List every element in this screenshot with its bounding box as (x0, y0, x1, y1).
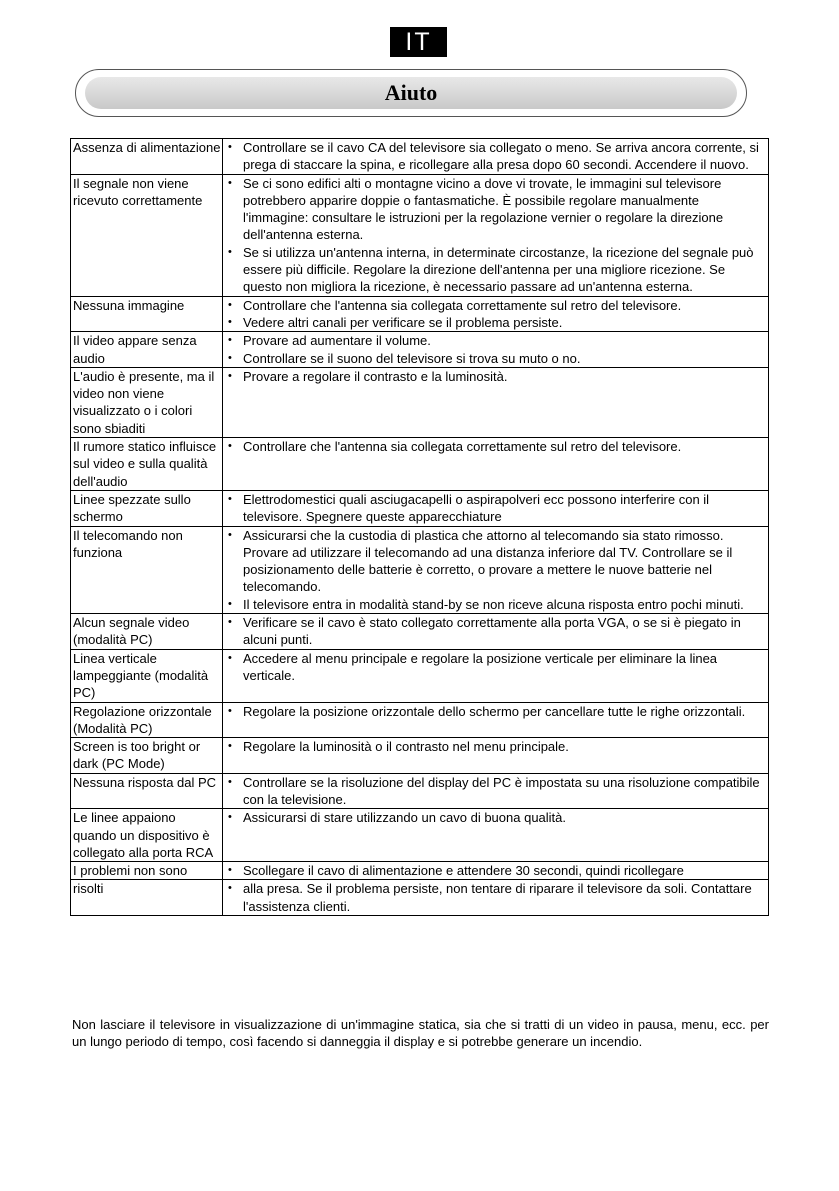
list-item: • Controllare se la risoluzione del display del PC è impostata su una risoluzione compatibile con la televisione. (223, 774, 768, 809)
list-item: • Se si utilizza un'antenna interna, in determinate circostanze, la ricezione del segnale può essere più difficile. Regolare la direzione dell'antenna per una migliore ricezione. Se questo non migliora la ricezione, è necessario passare ad un'antenna esterna. (223, 244, 768, 296)
list-item: • Controllare se il suono del televisore si trova su muto o no. (223, 350, 768, 367)
list-item: • Regolare la luminosità o il contrasto nel menu principale. (223, 738, 768, 755)
problem-cell: Regolazione orizzontale (Modalità PC) (71, 702, 223, 738)
solution-cell (223, 738, 769, 774)
solution-cell (223, 649, 769, 702)
table-row (71, 773, 769, 809)
list-item: • Provare ad aumentare il volume. (223, 332, 768, 349)
list-item: • Assicurarsi che la custodia di plastica che attorno al telecomando sia stato rimosso. Provare ad utilizzare il telecomando ad una distanza inferiore dal TV. Controllare se il posizionamento delle batterie è corretto, o provare a mettere le nuove batterie nel telecomando. (223, 527, 768, 596)
solution-list (223, 139, 768, 174)
table-row (71, 296, 769, 332)
table-row (71, 809, 769, 862)
list-item: • Regolare la posizione orizzontale dello schermo per cancellare tutte le righe orizzontali. (223, 703, 768, 720)
solution-cell (223, 880, 769, 916)
solution-list (223, 527, 768, 613)
table-row (71, 526, 769, 613)
solution-list (223, 614, 768, 649)
solution-cell (223, 809, 769, 862)
list-item: • Accedere al menu principale e regolare la posizione verticale per eliminare la linea verticale. (223, 650, 768, 685)
problem-cell: L'audio è presente, ma il video non viene visualizzato o i colori sono sbiaditi (71, 367, 223, 437)
solution-list (223, 862, 768, 879)
solution-cell (223, 332, 769, 368)
solution-list (223, 491, 768, 526)
table-row (71, 367, 769, 437)
solution-list (223, 368, 768, 385)
problem-cell: Il telecomando non funziona (71, 526, 223, 613)
table-row (71, 332, 769, 368)
problem-cell: Il video appare senza audio (71, 332, 223, 368)
list-item: • Controllare che l'antenna sia collegata correttamente sul retro del televisore. (223, 438, 768, 455)
table-row (71, 438, 769, 491)
table-row (71, 738, 769, 774)
table-row (71, 490, 769, 526)
table-row (71, 174, 769, 296)
troubleshooting-table (70, 138, 769, 916)
footer-note: Non lasciare il televisore in visualizzazione di un'immagine statica, sia che si tratti di un video in pausa, menu, ecc. per un lungo periodo di tempo, così facendo si danneggia il display e si potrebbe generare un incendio. (72, 1017, 769, 1050)
title-bar (85, 77, 737, 109)
problem-cell: risolti (71, 880, 223, 916)
list-item: • Elettrodomestici quali asciugacapelli o aspirapolveri ecc possono interferire con il televisore. Spegnere queste apparecchiature (223, 491, 768, 526)
problem-cell: Alcun segnale video (modalità PC) (71, 614, 223, 650)
problem-cell: Il segnale non viene ricevuto correttamente (71, 174, 223, 296)
solution-list (223, 738, 768, 755)
list-item: • Se ci sono edifici alti o montagne vicino a dove vi trovate, le immagini sul televisore potrebbero apparire doppie o fantasmatiche. È possibile regolare manualmente l'immagine: consultare le istruzioni per la regolazione vernier o regolare la direzione dell'antenna esterna. (223, 175, 768, 244)
list-item: • Provare a regolare il contrasto e la luminosità. (223, 368, 768, 385)
problem-cell: Screen is too bright or dark (PC Mode) (71, 738, 223, 774)
list-item: • Il televisore entra in modalità stand-by se non riceve alcuna risposta entro pochi minuti. (223, 596, 768, 613)
problem-cell: Il rumore statico influisce sul video e sulla qualità dell'audio (71, 438, 223, 491)
solution-list (223, 332, 768, 367)
table-row (71, 862, 769, 880)
solution-cell (223, 139, 769, 175)
list-item: • Verificare se il cavo è stato collegato correttamente alla porta VGA, o se si è piegato in alcuni punti. (223, 614, 768, 649)
solution-cell (223, 367, 769, 437)
list-item: • Scollegare il cavo di alimentazione e attendere 30 secondi, quindi ricollegare (223, 862, 768, 879)
table-row (71, 139, 769, 175)
solution-cell (223, 490, 769, 526)
title-frame (75, 69, 747, 117)
solution-list (223, 774, 768, 809)
solution-list (223, 175, 768, 296)
list-item: • Vedere altri canali per verificare se il problema persiste. (223, 314, 768, 331)
solution-list (223, 880, 768, 915)
problem-cell: Nessuna risposta dal PC (71, 773, 223, 809)
problem-cell: Linee spezzate sullo schermo (71, 490, 223, 526)
table-row (71, 649, 769, 702)
solution-list (223, 297, 768, 332)
solution-cell (223, 296, 769, 332)
solution-cell (223, 614, 769, 650)
problem-cell: I problemi non sono (71, 862, 223, 880)
language-badge: IT (390, 27, 447, 57)
problem-cell: Linea verticale lampeggiante (modalità PC) (71, 649, 223, 702)
list-item: • Assicurarsi di stare utilizzando un cavo di buona qualità. (223, 809, 768, 826)
page-title: Aiuto (384, 80, 438, 105)
solution-cell (223, 438, 769, 491)
solution-cell (223, 702, 769, 738)
solution-list (223, 650, 768, 685)
solution-cell (223, 526, 769, 613)
problem-cell: Nessuna immagine (71, 296, 223, 332)
solution-list (223, 703, 768, 720)
table-row (71, 614, 769, 650)
problem-cell: Assenza di alimentazione (71, 139, 223, 175)
list-item: • alla presa. Se il problema persiste, non tentare di riparare il televisore da soli. Contattare l'assistenza clienti. (223, 880, 768, 915)
solution-list (223, 809, 768, 826)
problem-cell: Le linee appaiono quando un dispositivo è collegato alla porta RCA (71, 809, 223, 862)
list-item: • Controllare se il cavo CA del televisore sia collegato o meno. Se arriva ancora corrente, si prega di staccare la spina, e ricollegare alla presa dopo 60 secondi. Accendere il nuovo. (223, 139, 768, 174)
table-row (71, 702, 769, 738)
table-row (71, 880, 769, 916)
solution-cell (223, 773, 769, 809)
solution-cell (223, 862, 769, 880)
list-item: • Controllare che l'antenna sia collegata correttamente sul retro del televisore. (223, 297, 768, 314)
solution-list (223, 438, 768, 455)
solution-cell (223, 174, 769, 296)
